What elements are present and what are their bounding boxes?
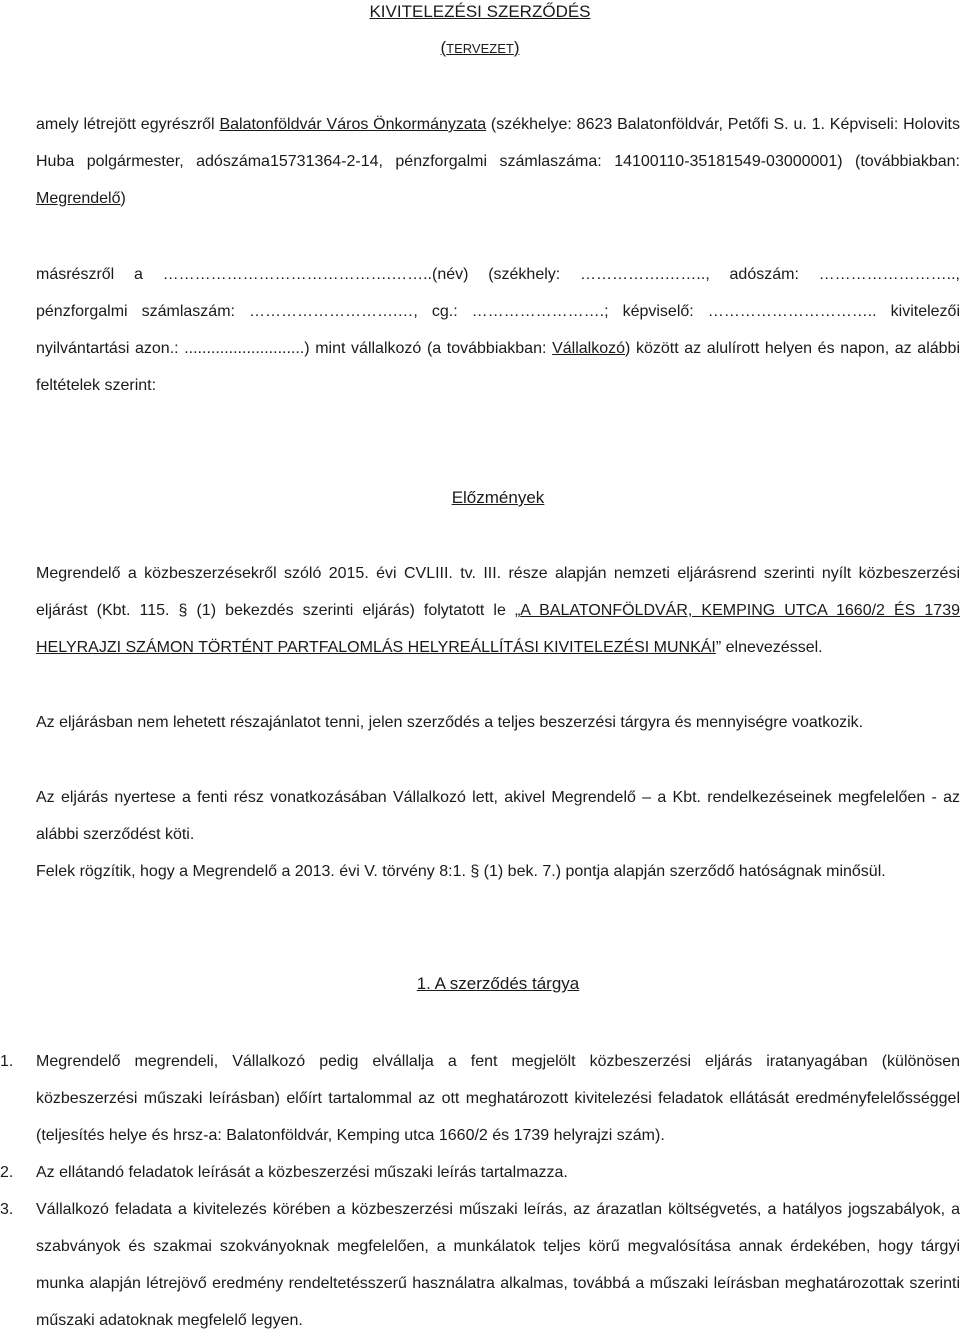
section-1-item-3 xyxy=(0,1191,960,1339)
preamble-paragraph-2: Az eljárásban nem lehetett részajánlatot tenni, jelen szerződés a teljes beszerzési tárgyra és mennyiségre voatkozik. xyxy=(36,714,864,731)
party-contractor-paragraph xyxy=(36,256,960,404)
preamble-heading-text: Előzmények xyxy=(451,488,545,507)
party-client-close: ) xyxy=(120,190,126,207)
item-text: Vállalkozó feladata a kivitelezés körében a közbeszerzési műszaki leírás, az árazatlan költségvetés, a hatályos jogszabályok, a szabványok és szakmai szokványoknak megfelelően, a munkálatok teljes körű megvalósítása annak érdekében, hogy tárgyi munka alapján létrejövő eredmény rendeltetésszerű használatra alkalmas, továbbá a műszaki leírásban meghatározottak szerinti műszaki adatoknak megfelelő legyen. xyxy=(36,1201,960,1329)
item-text: Az ellátandó feladatok leírását a közbeszerzési műszaki leírás tartalmazza. xyxy=(36,1164,568,1181)
preamble-project-name: A BALATONFÖLDVÁR, KEMPING UTCA 1660/2 ÉS 1739 HELYRAJZI SZÁMON TÖRTÉNT PARTFALOMLÁS HELYREÁLLÍTÁSI KIVITELEZÉSI MUNKÁI xyxy=(36,602,960,656)
section-1-item-2 xyxy=(0,1154,960,1191)
party-client-details: (székhelye: 8623 Balatonföldvár, Petőfi S. u. 1. Képviseli: Holovits Huba polgármester, adószáma15731364-2-14, pénzforgalmi számlaszáma: 14100110-35181549-03000001) (továbbiakban: xyxy=(36,116,960,170)
preamble-heading xyxy=(36,488,960,508)
subtitle-open: ( xyxy=(440,38,447,57)
party-client-paragraph xyxy=(36,106,960,217)
item-number: 1. xyxy=(0,1053,14,1070)
section-1-heading-text: 1. A szerződés tárgya xyxy=(416,974,580,993)
document-subtitle xyxy=(36,38,924,58)
subtitle-text: TERVEZET xyxy=(446,41,514,56)
preamble-paragraph-4: Felek rögzítik, hogy a Megrendelő a 2013. évi V. törvény 8:1. § (1) bek. 7.) pontja alapján szerződő hatóságnak minősül. xyxy=(36,863,886,880)
item-number: 3. xyxy=(0,1201,14,1218)
party-contractor-role: Vállalkozó xyxy=(552,340,625,357)
preamble-p1-intro: Megrendelő a közbeszerzésekről szóló 2015. évi CVLIII. tv. III. része alapján nemzeti eljárásrend szerinti nyílt közbeszerzési eljárást (Kbt. 115. § (1) bekezdés szerinti eljárás) folytatott le „ xyxy=(36,565,960,619)
party-contractor-details: másrészről a …………………………………….……..(név) (székhely: …………….…….., adószám: …………………….., pénzforgalmi számlaszám: ……………………….…, cg.: …………………….; képviselő: ………………………….. kivitelezői nyilvántartási azon.: ...........................) mint vállalkozó (a továbbiakban: xyxy=(36,266,960,357)
party-contractor-close: ) között az alulírott helyen és napon, az alábbi feltételek szerint: xyxy=(36,340,960,394)
item-text: Megrendelő megrendeli, Vállalkozó pedig elvállalja a fent megjelölt közbeszerzési eljárás iratanyagában (különösen közbeszerzési műszaki leírásban) előírt tartalommal az ott meghatározott kivitelezési feladatok ellátását eredményfelelősséggel (teljesítés helye és hrsz-a: Balatonföldvár, Kemping utca 1660/2 és 1739 helyrajzi szám). xyxy=(36,1053,960,1144)
preamble-paragraph-3: Az eljárás nyertese a fenti rész vonatkozásában Vállalkozó lett, akivel Megrendelő – a Kbt. rendelkezéseinek megfelelően - az alábbi szerződést köti. xyxy=(36,789,960,843)
item-number: 2. xyxy=(0,1164,14,1181)
preamble-paragraph-1 xyxy=(36,555,960,666)
party-client-intro: amely létrejött egyrészről xyxy=(36,116,220,133)
party-client-role: Megrendelő xyxy=(36,190,121,207)
section-1-heading xyxy=(36,974,960,994)
document-title xyxy=(36,2,924,22)
preamble-p1-close: ” elnevezéssel. xyxy=(715,639,823,656)
document-title-text: KIVITELEZÉSI SZERZŐDÉS xyxy=(369,2,591,21)
party-client-name: Balatonföldvár Város Önkormányzata xyxy=(219,116,487,133)
subtitle-close: ) xyxy=(513,38,520,57)
section-1-item-1 xyxy=(0,1043,960,1154)
